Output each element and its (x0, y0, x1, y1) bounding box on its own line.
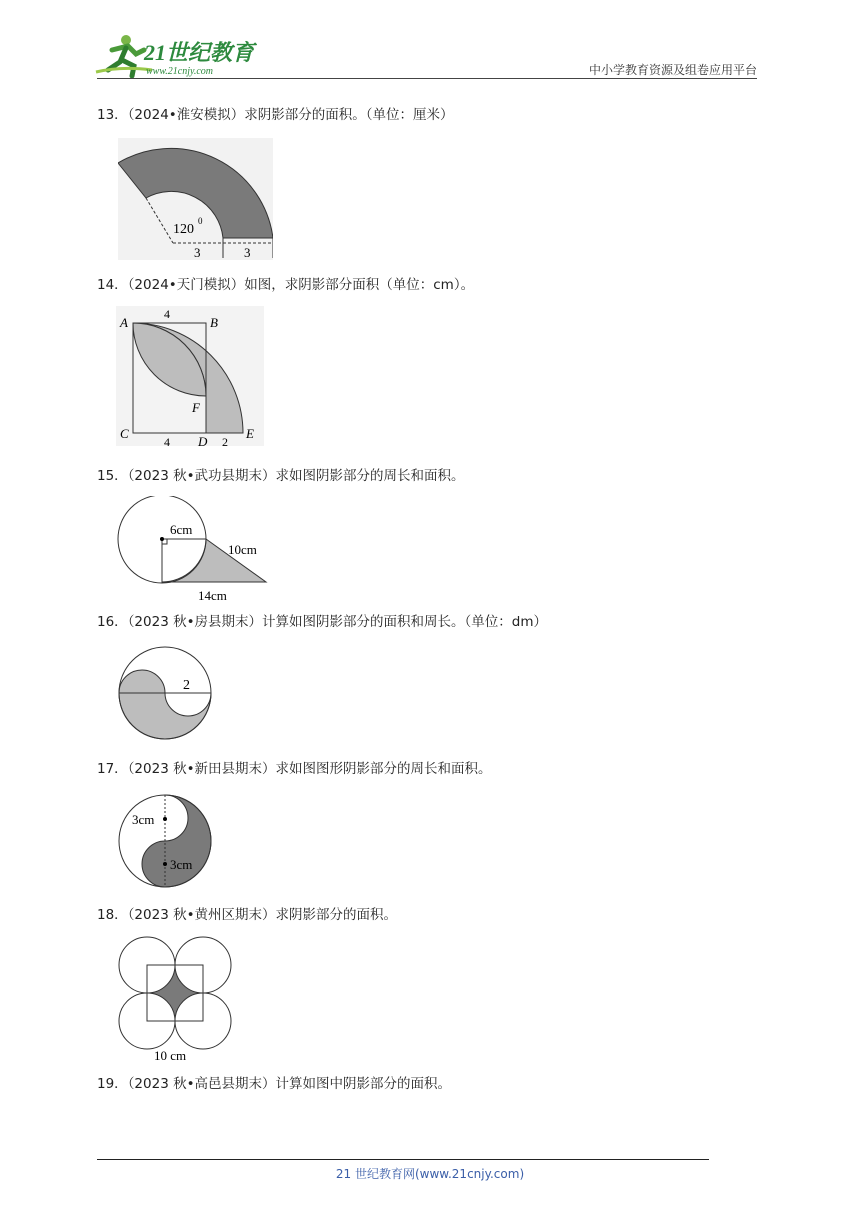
question-19 (97, 1075, 451, 1093)
site-tagline: 中小学教育资源及组卷应用平台 (588, 63, 757, 77)
slant-label: 10cm (228, 542, 257, 557)
question-text: （2024•淮安模拟）求阴影部分的面积。（单位：厘米） (127, 107, 454, 123)
point-e: E (246, 426, 254, 441)
question-number: 18． (97, 907, 128, 923)
figure-q15 (116, 496, 271, 608)
question-text: （2023 秋•房县期末）计算如图阴影部分的面积和周长。（单位：dm） (127, 614, 548, 630)
width-label: 10 cm (154, 1048, 187, 1063)
lower-label: 3cm (170, 857, 193, 872)
question-text: （2023 秋•新田县期末）求如图图形阴影部分的周长和面积。 (127, 761, 492, 777)
figure-q17 (116, 792, 214, 894)
logo-text: 21世纪教育 (144, 40, 255, 65)
figure-q13 (118, 138, 273, 264)
question-text: （2024•天门模拟）如图，求阴影部分面积（单位：cm）。 (127, 277, 475, 293)
base-label: 14cm (198, 588, 227, 603)
question-number: 19． (97, 1076, 128, 1092)
site-logo (92, 30, 262, 82)
question-13 (97, 106, 454, 124)
question-number: 14． (97, 277, 128, 293)
question-text: （2023 秋•高邑县期末）计算如图中阴影部分的面积。 (127, 1076, 452, 1092)
angle-sup: 0 (198, 216, 203, 226)
question-18 (97, 906, 397, 924)
top-length: 4 (164, 307, 170, 321)
point-b: B (210, 315, 218, 330)
logo-url: www.21cnjy.com (146, 66, 214, 77)
figure-q18 (116, 934, 234, 1070)
radius-label: 6cm (170, 522, 193, 537)
upper-label: 3cm (132, 812, 155, 827)
point-c: C (120, 426, 129, 441)
inner-length: 3 (194, 245, 201, 260)
header-divider (97, 78, 757, 79)
question-number: 17． (97, 761, 128, 777)
extra-length: 2 (222, 435, 228, 446)
radius-label: 2 (183, 678, 190, 693)
figure-q16 (116, 644, 214, 746)
question-15 (97, 467, 465, 485)
figure-q14 (116, 306, 264, 450)
question-17 (97, 760, 492, 778)
question-text: （2023 秋•黄州区期末）求阴影部分的面积。 (127, 907, 398, 923)
question-number: 15． (97, 468, 128, 484)
question-number: 13． (97, 107, 128, 123)
point-d: D (198, 434, 208, 446)
question-text: （2023 秋•武功县期末）求如图阴影部分的周长和面积。 (127, 468, 465, 484)
question-number: 16． (97, 614, 128, 630)
footer-divider (97, 1159, 709, 1160)
bottom-length: 4 (164, 435, 170, 446)
question-16 (97, 613, 547, 631)
footer-text: 21 世纪教育网(www.21cnjy.com) (335, 1167, 525, 1181)
angle-label: 120 (173, 222, 194, 237)
point-f: F (192, 400, 200, 415)
outer-length: 3 (244, 245, 251, 260)
question-14 (97, 276, 474, 294)
point-a: A (120, 315, 128, 330)
